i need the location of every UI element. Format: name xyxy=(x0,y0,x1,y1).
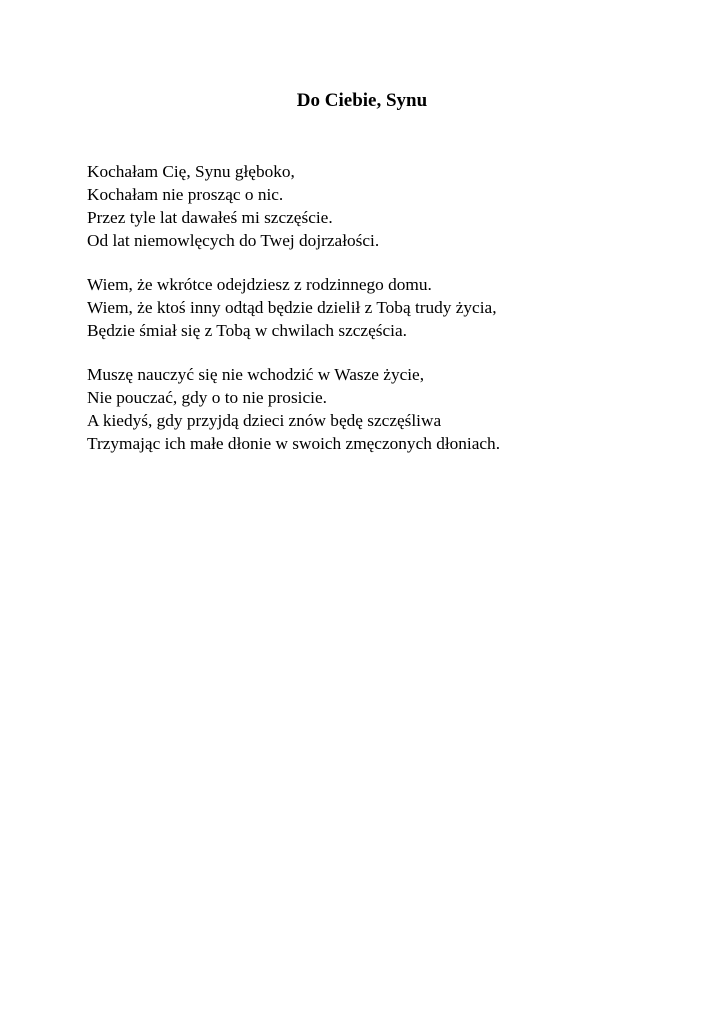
poem-title: Do Ciebie, Synu xyxy=(296,90,428,111)
poem-line: Kochałam nie prosząc o nic. xyxy=(87,185,284,204)
poem-body xyxy=(87,160,707,476)
poem-line: Od lat niemowlęcych do Twej dojrzałości. xyxy=(87,231,380,250)
poem-line: Przez tyle lat dawałeś mi szczęście. xyxy=(87,208,333,227)
poem-line: Kochałam Cię, Synu głęboko, xyxy=(87,162,295,181)
poem-line: A kiedyś, gdy przyjdą dzieci znów będę szczęśliwa xyxy=(87,411,442,430)
stanza-1 xyxy=(87,160,707,252)
stanza-2 xyxy=(87,273,707,342)
poem-line: Wiem, że ktoś inny odtąd będzie dzielił z Tobą trudy życia, xyxy=(87,298,497,317)
poem-line: Nie pouczać, gdy o to nie prosicie. xyxy=(87,388,327,407)
poem-line: Trzymając ich małe dłonie w swoich zmęczonych dłoniach. xyxy=(87,434,501,453)
poem-line: Będzie śmiał się z Tobą w chwilach szczęścia. xyxy=(87,321,407,340)
poem-line: Muszę nauczyć się nie wchodzić w Wasze życie, xyxy=(87,365,425,384)
stanza-3 xyxy=(87,363,707,455)
poem-line: Wiem, że wkrótce odejdziesz z rodzinnego domu. xyxy=(87,275,432,294)
